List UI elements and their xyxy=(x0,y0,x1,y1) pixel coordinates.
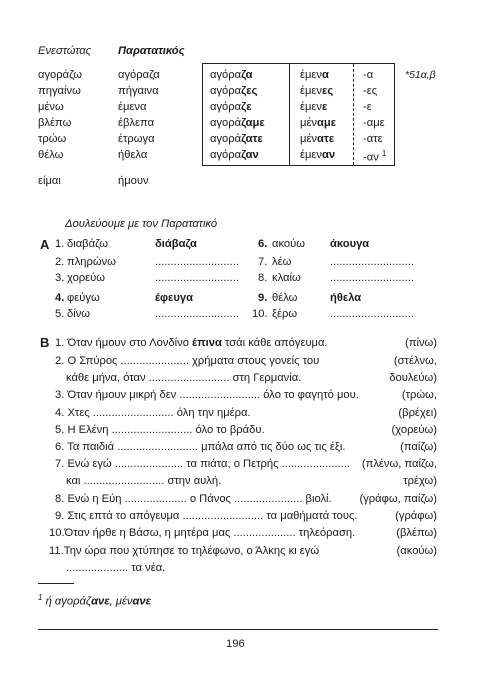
item-number: 6. xyxy=(258,238,268,250)
section-a-label: Α xyxy=(40,237,50,252)
sentence: 7. Ενώ εγώ ...................... τα πιάτα, ο Πετρής ...................... xyxy=(55,458,350,470)
stem-form: αγόραζαν xyxy=(210,149,259,161)
verb-hint: δουλεύω) xyxy=(389,372,437,384)
box-divider xyxy=(289,64,290,165)
item-number: 3. xyxy=(55,272,65,284)
answer: έφευγα xyxy=(155,292,193,304)
box-dashed-divider xyxy=(353,64,354,165)
present-form: μένω xyxy=(38,101,64,113)
ending: -ατε xyxy=(363,133,383,145)
present-header: Ενεστώτας xyxy=(38,45,92,57)
verb-hint: (βλέπω) xyxy=(396,527,437,539)
stem-form: αγόραζε xyxy=(210,101,252,113)
verb-hint: (πλένω, παίζω, xyxy=(361,458,437,470)
verb: θέλω xyxy=(272,292,298,304)
present-form: θέλω xyxy=(38,149,64,161)
sentence: .................... τα νέα. xyxy=(66,562,166,574)
sentence: 8. Ενώ η Εύη .................... ο Πάνος ...................... βιολί. xyxy=(55,493,332,505)
verb-hint: τρέχω) xyxy=(403,475,437,487)
stem-form: έμενα xyxy=(300,69,329,81)
sentence: 4. Χτες .......................... όλη την ημέρα. xyxy=(55,407,251,419)
answer-blank[interactable]: ........................... xyxy=(155,256,239,268)
sentence: 1. Όταν ήμουν στο Λονδίνο έπινα τσάι κάθε απόγευμα. xyxy=(55,337,328,349)
stem-form: έμεναν xyxy=(300,149,336,161)
verb: δίνω xyxy=(67,308,91,320)
present-form: τρώω xyxy=(38,133,67,145)
section-b-label: Β xyxy=(40,335,50,350)
exercise-subtitle: Δουλεύουμε με τον Παρατατικό xyxy=(65,218,218,230)
stem-form: αγοράζατε xyxy=(210,133,263,145)
item-number: 8. xyxy=(258,272,268,284)
ending: -ες xyxy=(363,85,378,97)
sentence: 3. Όταν ήμουν μικρή δεν .......................... όλο το φαγητό μου. xyxy=(55,389,359,401)
item-number: 1. xyxy=(55,238,65,250)
answer: άκουγα xyxy=(330,238,370,250)
imperfect-header: Παρατατικός xyxy=(118,45,185,57)
verb-hint: (παίζω) xyxy=(400,441,437,453)
ending: -αμε xyxy=(363,117,385,129)
footnote: $^1$ ή αγοράζανε, μένανε xyxy=(38,593,151,608)
present-form: πηγαίνω xyxy=(38,85,81,97)
answer-blank[interactable]: ........................... xyxy=(330,272,414,284)
verb: πληρώνω xyxy=(67,256,116,268)
verb: διαβάζω xyxy=(67,238,109,250)
present-form: αγοράζω xyxy=(38,69,83,81)
answer-blank[interactable]: ........................... xyxy=(330,256,414,268)
imperfect-form: ήμουν xyxy=(118,175,149,187)
verb: κλαίω xyxy=(272,272,301,284)
ending: -ε xyxy=(363,101,372,113)
sentence: 5. Η Ελένη .......................... όλο το βράδυ. xyxy=(55,424,265,436)
ending: -αν $^1$ xyxy=(363,149,387,164)
sentence: και .......................... στην αυλή. xyxy=(66,475,222,487)
item-number: 10. xyxy=(252,308,268,320)
page-bottom-rule xyxy=(38,629,438,630)
imperfect-form: ήθελα xyxy=(118,149,148,161)
cross-reference: *51α,β xyxy=(405,69,436,81)
verb-hint: (βρέχει) xyxy=(398,407,437,419)
verb-hint: (στέλνω, xyxy=(393,355,437,367)
sentence: κάθε μήνα, όταν .......................... στη Γερμανία. xyxy=(66,372,302,384)
present-form: είμαι xyxy=(38,175,61,187)
item-number: 9. xyxy=(258,292,268,304)
sentence: 9. Στις επτά το απόγευμα .......................... τα μαθήματά τους. xyxy=(55,510,358,522)
stem-form: αγοράζαμε xyxy=(210,117,265,129)
sentence: 11.Την ώρα που χτύπησε το τηλέφωνο, ο Άλκης κι εγώ xyxy=(49,545,320,557)
answer-blank[interactable]: ........................... xyxy=(155,308,239,320)
page-number: 196 xyxy=(226,638,245,650)
verb-hint: (πίνω) xyxy=(405,337,437,349)
footnote-rule xyxy=(38,583,74,584)
stem-form: μένατε xyxy=(300,133,335,145)
answer-blank[interactable]: ........................... xyxy=(155,272,239,284)
footnote-marker[interactable]: 1 xyxy=(381,149,387,158)
stem-form: αγόραζες xyxy=(210,85,258,97)
verb-hint: (χορεύω) xyxy=(391,424,437,436)
verb: ακούω xyxy=(272,238,305,250)
imperfect-form: έβλεπα xyxy=(118,117,155,129)
item-number: 5. xyxy=(55,308,65,320)
imperfect-form: έτρωγα xyxy=(118,133,155,145)
item-number: 7. xyxy=(258,256,268,268)
imperfect-form: πήγαινα xyxy=(118,85,159,97)
verb: ξέρω xyxy=(272,308,298,320)
verb-hint: (τρώω, xyxy=(401,389,437,401)
imperfect-form: έμενα xyxy=(118,101,147,113)
verb: λέω xyxy=(272,256,292,268)
imperfect-form: αγόραζα xyxy=(118,69,160,81)
sentence: 10.Όταν ήρθε η Βάσω, η μητέρα μας .................... τηλεόραση. xyxy=(49,527,356,539)
sentence: 2. Ο Σπύρος ...................... χρήματα στους γονείς του xyxy=(55,355,320,367)
answer-blank[interactable]: ........................... xyxy=(330,308,414,320)
stem-form: έμενε xyxy=(300,101,328,113)
present-form: βλέπω xyxy=(38,117,72,129)
verb: χορεύω xyxy=(67,272,105,284)
item-number: 4. xyxy=(55,292,65,304)
answer: ήθελα xyxy=(330,292,362,304)
verb-hint: (ακούω) xyxy=(396,545,437,557)
verb: φεύγω xyxy=(67,292,100,304)
stem-form: αγόραζα xyxy=(210,69,253,81)
stem-form: μέναμε xyxy=(300,117,337,129)
sentence: 6. Τα παιδιά .......................... μπάλα από τις δύο ως τις έξι. xyxy=(55,441,346,453)
answer: διάβαζα xyxy=(155,238,197,250)
verb-hint: (γράφω) xyxy=(395,510,437,522)
ending: -α xyxy=(363,69,374,81)
item-number: 2. xyxy=(55,256,65,268)
verb-hint: (γράφω, παίζω) xyxy=(359,493,437,505)
stem-form: έμενες xyxy=(300,85,334,97)
